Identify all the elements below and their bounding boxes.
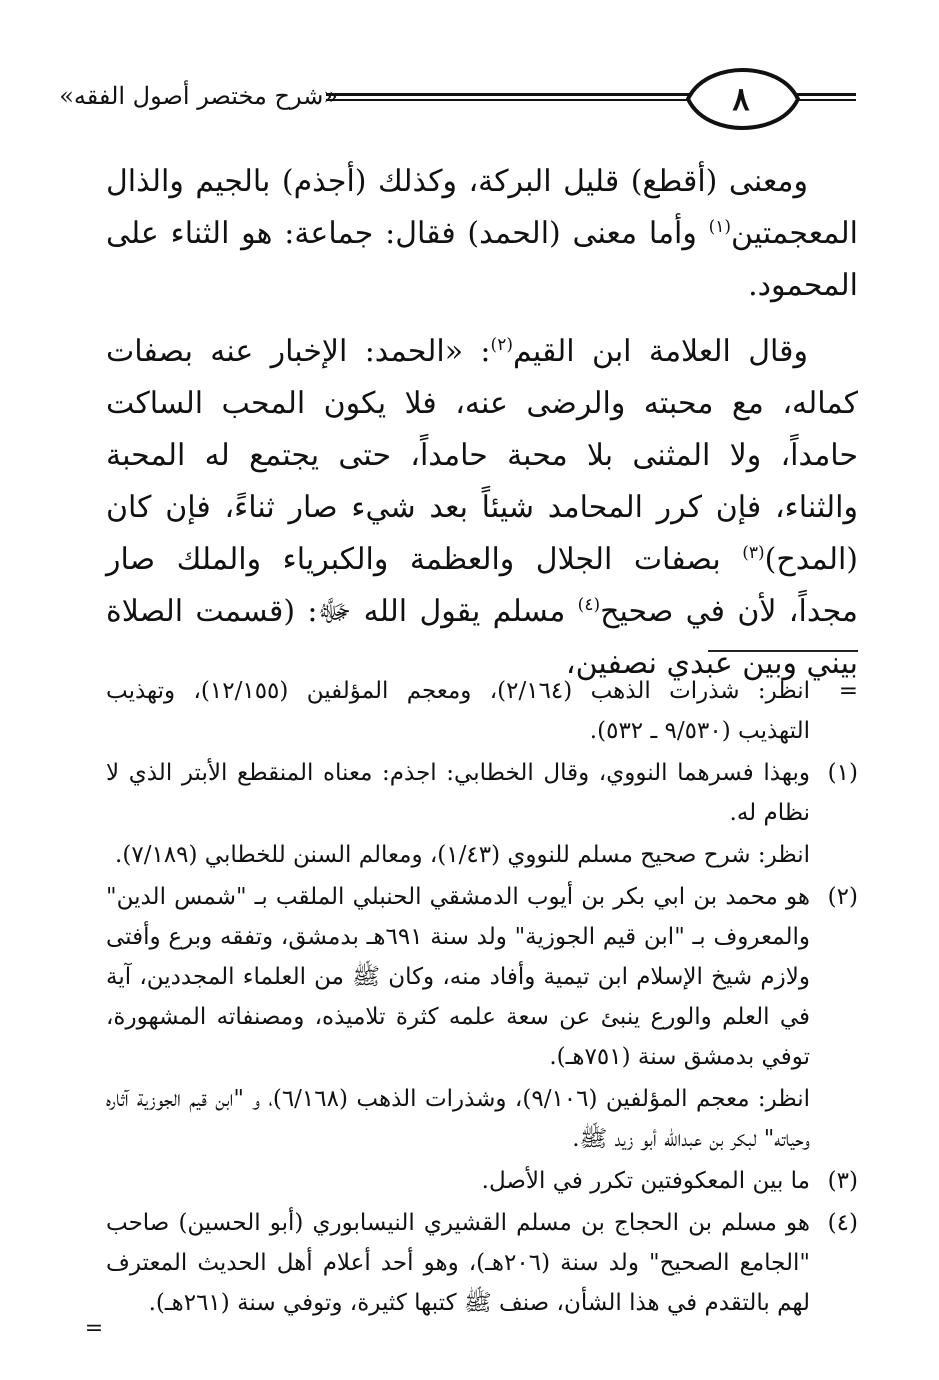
footnote-1: (١) وبهذا فسرهما النووي، وقال الخطابي: اجذم: معناه المنقطع الأبتر الذي لا نظام له. <box>106 753 858 833</box>
footnote-ref-4: (٤) <box>577 595 601 615</box>
footnotes <box>106 671 858 1323</box>
main-text <box>106 156 858 690</box>
paragraph-1: ومعنى (أقطع) قليل البركة، وكذلك (أجذم) بالجيم والذال المعجمتين$^{(١)}$ وأما معنى (الحمد) فقال: جماعة: هو الثناء على المحمود. <box>106 164 858 303</box>
header-ornament <box>0 0 939 140</box>
footnote-1-mark: (١) <box>827 760 858 786</box>
running-title: «شرح مختصر أصول الفقه» <box>59 82 338 110</box>
footnote-3: (٣) ما بين المعكوفتين تكرر في الأصل. <box>106 1161 858 1201</box>
continued-mark: = <box>84 1316 104 1341</box>
footnote-1-reference: انظر: شرح صحيح مسلم للنووي (١/٤٣)، ومعالم السنن للخطابي (٧/١٨٩). <box>115 842 810 868</box>
footnote-ref-3: (٣) <box>742 543 765 563</box>
footnote-4-mark: (٤) <box>827 1210 858 1236</box>
paragraph-2: وقال العلامة ابن القيم$^{(٢)}$: «الحمد: الإخبار عنه بصفات كماله، مع محبته والرضى عنه، فلا يكون المحب الساكت حامداً، ولا المثنى بلا محبة حامداً، حتى يجتمع له المحبة والثناء، فإن كرر المحامد شيئاً بعد شيء صار ثناءً، فإن كان (المدح)$^{(٣)}$ بصفات الجلال والعظمة والكبرياء والملك صار مجداً، لأن في صحيح$^{(٤)}$ مسلم يقول الله ﷻ: (قسمت الصلاة بيني وبين عبدي نصفين، <box>106 334 858 681</box>
footnote-separator <box>708 650 858 652</box>
footnote-2: (٢) هو محمد بن ابي بكر بن أيوب الدمشقي الحنبلي الملقب بـ "شمس الدين" والمعروف بـ "ابن قيم الجوزية" ولد سنة ٦٩١هـ بدمشق، وتفقه وبرع وأفتى ولازم شيخ الإسلام ابن تيمية وأفاد منه، وكان ﷺ من العلماء المجددين، آية في العلم والورع ينبئ عن سعة علمه كثرة تلاميذه، ومصنفاته المشهورة، توفي بدمشق سنة (٧٥١هـ). <box>106 877 858 1077</box>
page-header <box>0 0 939 140</box>
footnote-3-mark: (٣) <box>827 1168 858 1194</box>
footnote-2-reference: انظر: معجم المؤلفين (٩/١٠٦)، وشذرات الذهب (٦/١٦٨)، و "ابن قيم الجوزية آثاره وحياته" لبكر بن عبدالله أبو زيد ﷺ. <box>106 1086 811 1152</box>
footnote-continuation: = انظر: شذرات الذهب (٢/١٦٤)، ومعجم المؤلفين (١٢/١٥٥)، وتهذيب التهذيب (٩/٥٣٠ ـ ٥٣٢). <box>106 671 858 751</box>
continuation-mark: = <box>838 678 858 704</box>
footnote-4: (٤) هو مسلم بن الحجاج بن مسلم القشيري النيسابوري (أبو الحسين) صاحب "الجامع الصحيح" ولد سنة (٢٠٦هـ)، وهو أحد أعلام أهل الحديث المعترف لهم بالتقدم في هذا الشأن، صنف ﷺ كتبها كثيرة، وتوفي سنة (٢٦١هـ). <box>106 1203 858 1323</box>
footnote-ref-1: (١) <box>708 217 732 237</box>
footnote-2-mark: (٢) <box>827 884 858 910</box>
footnote-ref-2: (٢) <box>490 335 513 355</box>
page-number: ٨ <box>732 80 750 118</box>
